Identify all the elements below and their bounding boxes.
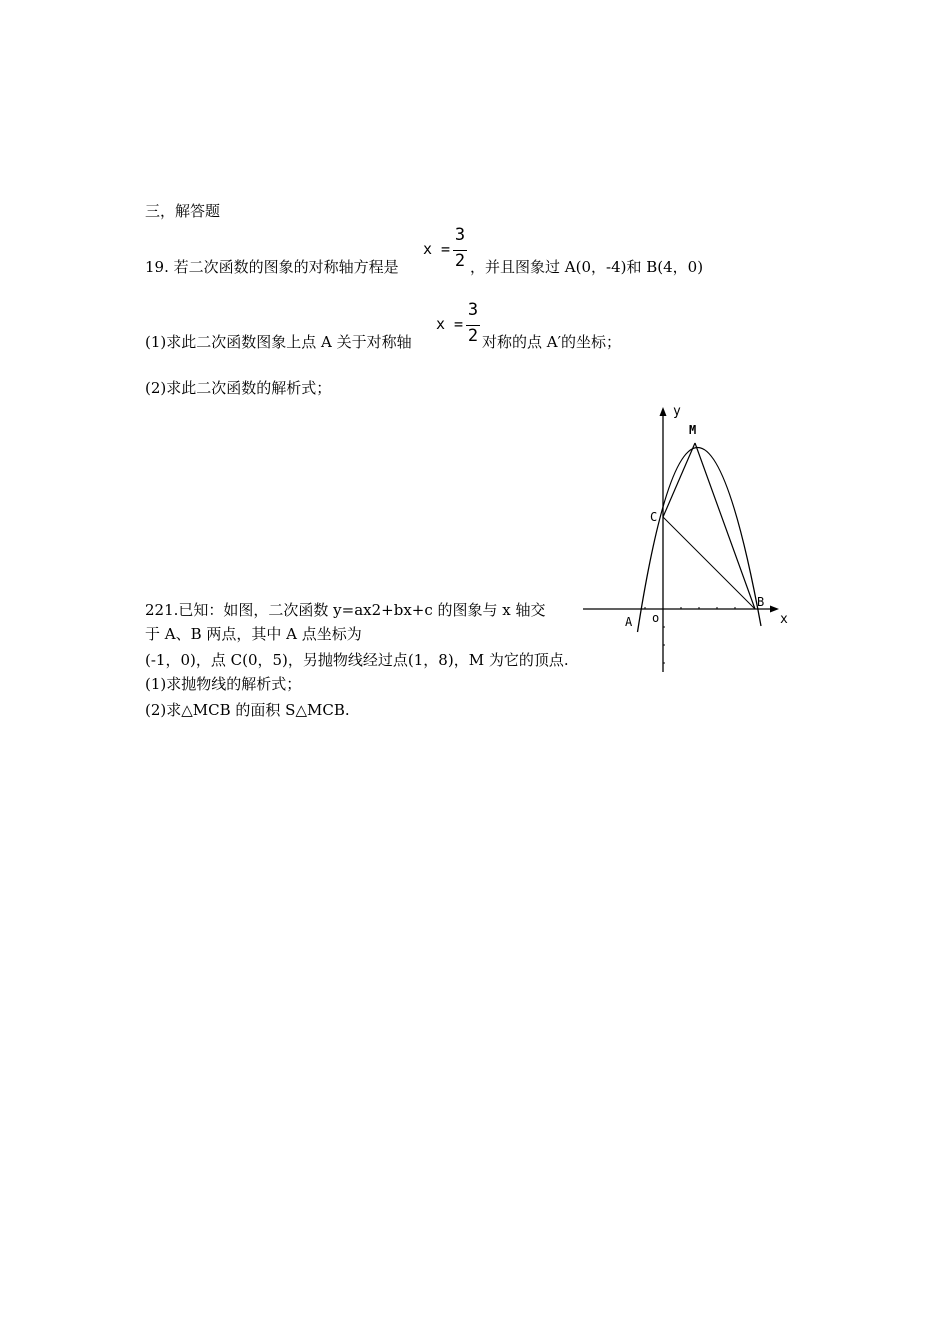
segment-mb bbox=[695, 443, 755, 609]
point-c-label: C bbox=[650, 510, 658, 524]
y-axis-label: y bbox=[673, 404, 681, 419]
point-a-label: A bbox=[625, 615, 633, 629]
segment-cm bbox=[663, 443, 695, 517]
q19-part1-before: (1)求此二次函数图象上点 A 关于对称轴 bbox=[145, 333, 412, 351]
x-axis-arrow bbox=[770, 606, 779, 613]
q19-axis-formula bbox=[423, 226, 473, 272]
point-b-label: B bbox=[757, 595, 765, 609]
section-heading: 三，解答题 bbox=[145, 202, 221, 220]
q221-line2: 于 A、B 两点，其中 A 点坐标为 bbox=[145, 625, 362, 643]
formula-denominator: 2 bbox=[467, 326, 479, 346]
q221-line4: (1)求抛物线的解析式； bbox=[145, 675, 302, 693]
q19-stem-after: ，并且图象过 A(0，-4)和 B(4，0) bbox=[470, 258, 704, 276]
origin-label: o bbox=[652, 611, 660, 625]
q221-line5: (2)求△MCB 的面积 S△MCB. bbox=[145, 701, 350, 719]
point-m-label: M bbox=[689, 423, 697, 437]
q19-part1-formula bbox=[436, 302, 486, 348]
q221-line3: (-1，0)，点 C(0，5)，另抛物线经过点(1，8)，M 为它的顶点. bbox=[145, 651, 569, 669]
y-axis-arrow bbox=[660, 407, 667, 416]
x-axis-label: x bbox=[780, 612, 788, 627]
formula-lhs: x = bbox=[436, 315, 464, 333]
formula-denominator: 2 bbox=[454, 251, 466, 271]
q221-line1: 221.已知：如图，二次函数 y=ax2+bx+c 的图象与 x 轴交 bbox=[145, 601, 546, 619]
parabola-curve bbox=[638, 447, 765, 632]
q19-part2: (2)求此二次函数的解析式； bbox=[145, 379, 332, 397]
parabola-figure bbox=[575, 398, 800, 678]
formula-lhs: x = bbox=[423, 240, 451, 258]
q19-part1-after: 对称的点 A′的坐标； bbox=[482, 333, 622, 351]
segment-cb bbox=[663, 517, 755, 609]
formula-numerator: 3 bbox=[467, 300, 479, 320]
formula-numerator: 3 bbox=[454, 225, 466, 245]
q19-stem-before: 19. 若二次函数的图象的对称轴方程是 bbox=[145, 258, 399, 276]
